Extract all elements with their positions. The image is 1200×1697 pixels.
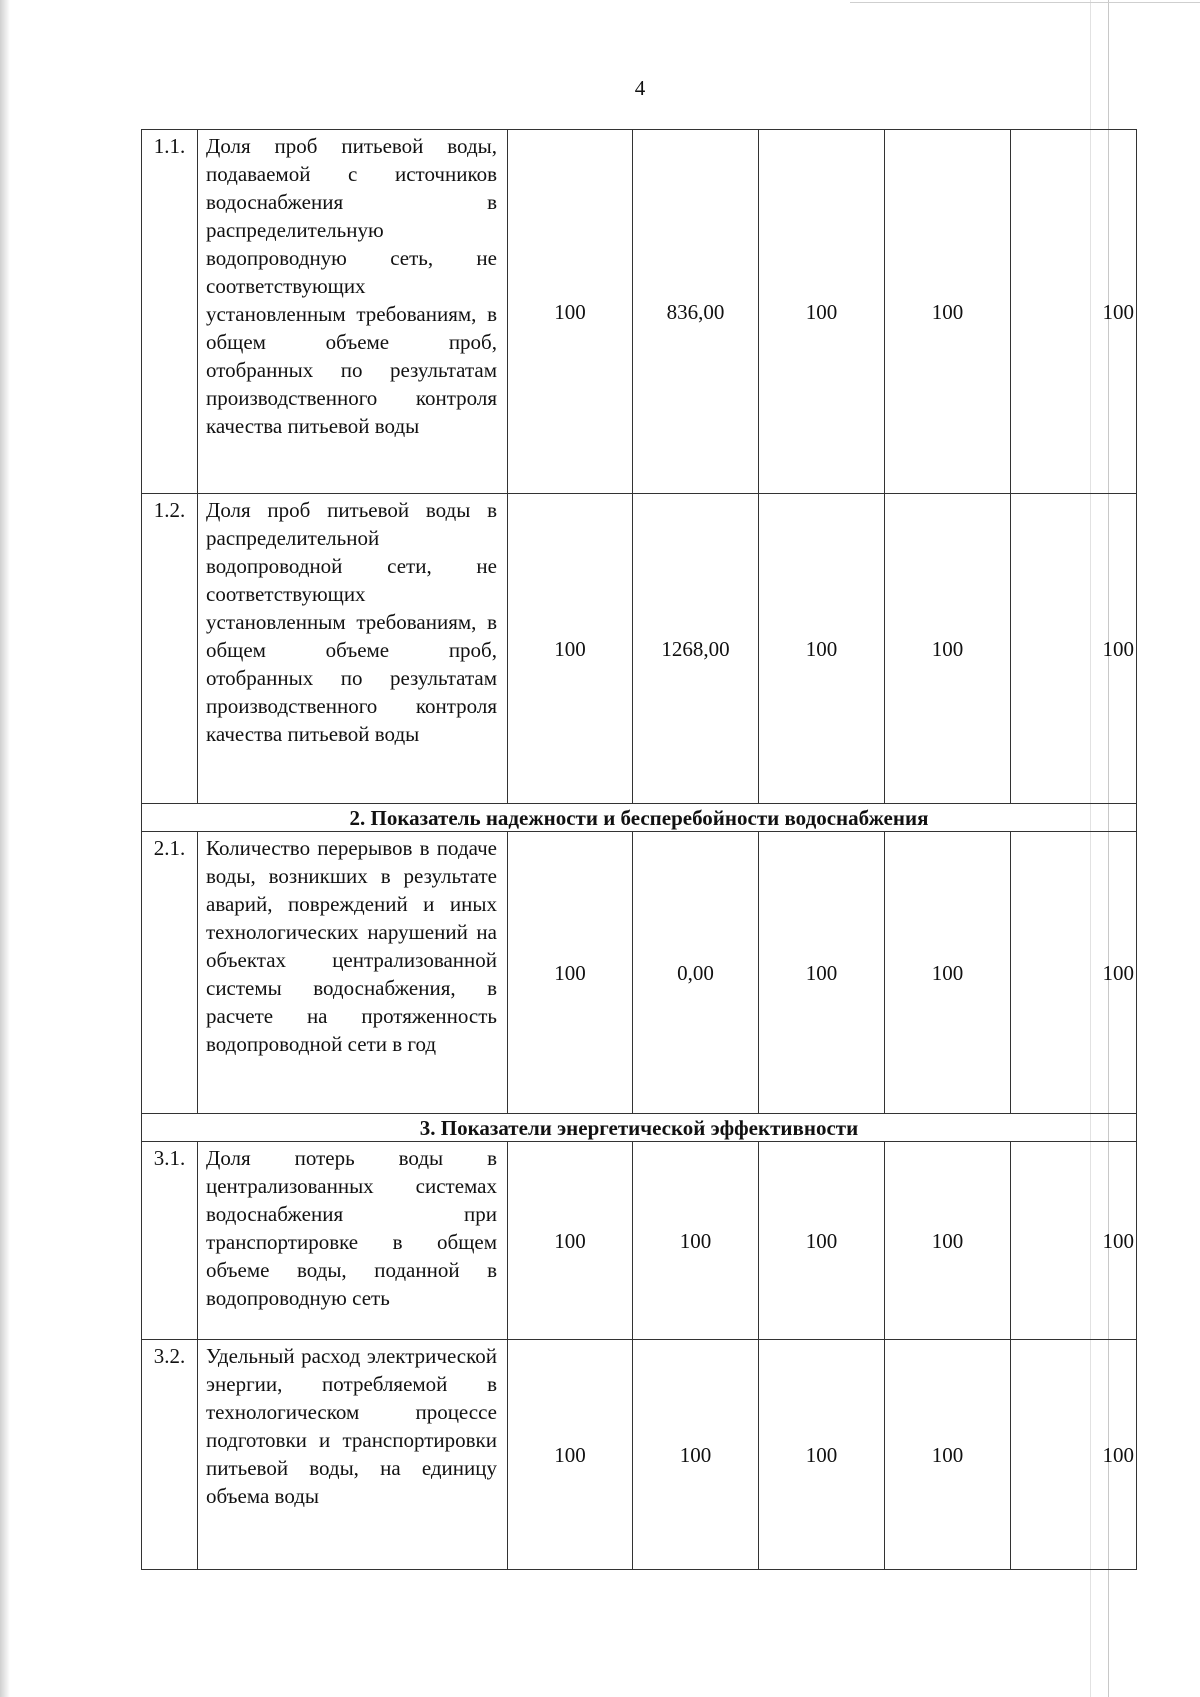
value-cell: 100 bbox=[759, 130, 885, 494]
value-cell: 100 bbox=[885, 832, 1011, 1114]
value-cell: 100 bbox=[759, 494, 885, 804]
value-cell: 100 bbox=[759, 832, 885, 1114]
indicators-table bbox=[141, 129, 1137, 1570]
value-cell: 100 bbox=[885, 1340, 1011, 1570]
value-cell: 100 bbox=[1011, 832, 1137, 1114]
value-cell: 100 bbox=[1011, 494, 1137, 804]
section-row-2 bbox=[142, 804, 1137, 832]
value-cell: 100 bbox=[508, 130, 633, 494]
value-cell: 1268,00 bbox=[633, 494, 759, 804]
indicator-description: Количество перерывов в подаче воды, возникших в результате аварий, повреждений и иных технологических нарушений на объектах централизованной системы водоснабжения, в расчете на протяженность водопроводной сети в год bbox=[198, 832, 508, 1114]
value-cell: 100 bbox=[885, 494, 1011, 804]
table-row-3-1 bbox=[142, 1142, 1137, 1340]
value-cell: 836,00 bbox=[633, 130, 759, 494]
value-cell: 0,00 bbox=[633, 832, 759, 1114]
scan-top-line bbox=[850, 2, 1200, 3]
page-number: 4 bbox=[634, 76, 646, 100]
value-cell: 100 bbox=[633, 1142, 759, 1340]
row-number: 2.1. bbox=[142, 832, 198, 1114]
indicator-description: Доля проб питьевой воды в распределительной водопроводной сети, не соответствующих установленным требованиям, в общем объеме проб, отобранных по результатам производственного контроля качества питьевой воды bbox=[198, 494, 508, 804]
table-row-3-2 bbox=[142, 1340, 1137, 1570]
value-cell: 100 bbox=[508, 1142, 633, 1340]
value-cell: 100 bbox=[1011, 130, 1137, 494]
row-number: 1.2. bbox=[142, 494, 198, 804]
section-title: 3. Показатели энергетической эффективности bbox=[142, 1114, 1137, 1142]
table-row-1-1 bbox=[142, 130, 1137, 494]
indicator-description: Доля проб питьевой воды, подаваемой с источников водоснабжения в распределительную водопроводную сеть, не соответствующих установленным требованиям, в общем объеме проб, отобранных по результатам производственного контроля качества питьевой воды bbox=[198, 130, 508, 494]
value-cell: 100 bbox=[759, 1142, 885, 1340]
indicator-description: Доля потерь воды в централизованных системах водоснабжения при транспортировке в общем объеме воды, поданной в водопроводную сеть bbox=[198, 1142, 508, 1340]
indicator-description: Удельный расход электрической энергии, потребляемой в технологическом процессе подготовки и транспортировки питьевой воды, на единицу объема воды bbox=[198, 1340, 508, 1570]
row-number: 3.2. bbox=[142, 1340, 198, 1570]
table-row-2-1 bbox=[142, 832, 1137, 1114]
value-cell: 100 bbox=[508, 1340, 633, 1570]
row-number: 3.1. bbox=[142, 1142, 198, 1340]
value-cell: 100 bbox=[508, 832, 633, 1114]
value-cell: 100 bbox=[508, 494, 633, 804]
value-cell: 100 bbox=[1011, 1142, 1137, 1340]
table-row-1-2 bbox=[142, 494, 1137, 804]
section-title: 2. Показатель надежности и бесперебойности водоснабжения bbox=[142, 804, 1137, 832]
scan-left-edge bbox=[0, 0, 10, 1697]
value-cell: 100 bbox=[1011, 1340, 1137, 1570]
value-cell: 100 bbox=[633, 1340, 759, 1570]
section-row-3 bbox=[142, 1114, 1137, 1142]
row-number: 1.1. bbox=[142, 130, 198, 494]
value-cell: 100 bbox=[885, 130, 1011, 494]
value-cell: 100 bbox=[885, 1142, 1011, 1340]
value-cell: 100 bbox=[759, 1340, 885, 1570]
